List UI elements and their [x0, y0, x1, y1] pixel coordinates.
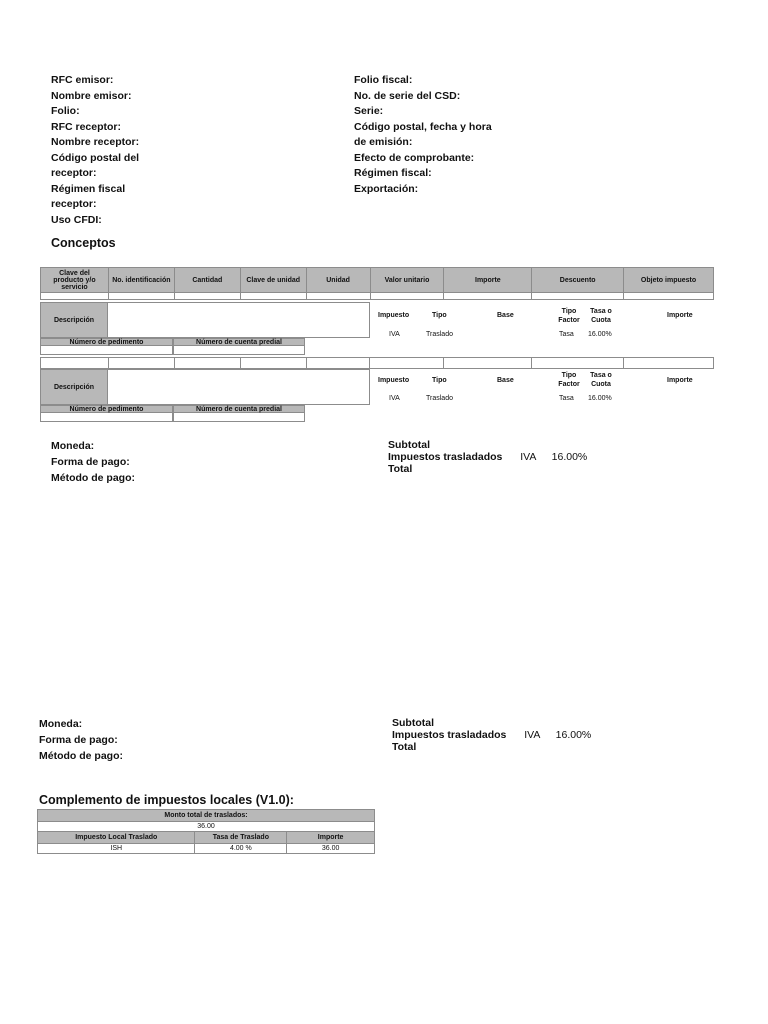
nombre-receptor-label: Nombre receptor: — [51, 136, 140, 148]
total-label: Total — [392, 741, 417, 753]
iva-rate: 16.00% — [551, 451, 588, 463]
col-cantidad: Cantidad — [174, 268, 240, 293]
codigo-postal-receptor-label: Código postal del receptor: — [51, 151, 140, 179]
impuesto-value: IVA — [389, 395, 400, 402]
monto-value-row — [38, 822, 375, 832]
locales-header-row — [38, 832, 375, 844]
descripcion-label: Descripción — [40, 369, 108, 405]
folio-label: Folio: — [51, 105, 80, 117]
subtotal-label: Subtotal — [388, 439, 430, 451]
impuestos-concepto — [40, 302, 714, 342]
serie-label: Serie: — [354, 105, 384, 117]
tasa-cuota-header: Tasa o Cuota — [590, 372, 612, 388]
metodo-pago-label: Método de pago: — [51, 472, 135, 484]
impuestos-concepto — [40, 369, 714, 409]
cuenta-predial-label: Número de cuenta predial — [173, 338, 305, 346]
col-objeto-impuesto: Objeto impuesto — [624, 268, 714, 293]
importe-value: 36.00 — [287, 844, 375, 854]
importe-header: Importe — [667, 312, 693, 319]
col-clave-unidad: Clave de unidad — [240, 268, 306, 293]
iva-label: IVA — [524, 729, 540, 741]
col-descuento: Descuento — [532, 268, 624, 293]
moneda-label: Moneda: — [51, 440, 95, 452]
monto-total-label: Monto total de traslados: — [38, 810, 375, 822]
cuenta-predial-label: Número de cuenta predial — [173, 405, 305, 413]
col-impuesto-local: Impuesto Local Traslado — [38, 832, 195, 844]
serie-csd-label: No. de serie del CSD: — [354, 89, 461, 102]
conceptos-header-row — [41, 268, 714, 293]
impuestos-trasladados-label: Impuestos trasladados — [392, 729, 507, 741]
forma-pago-label: Forma de pago: — [51, 456, 130, 468]
tipo-factor-header: Tipo Factor — [558, 308, 580, 324]
conceptos-spacer-row — [40, 357, 714, 369]
base-header: Base — [497, 312, 514, 319]
tipo-value: Traslado — [426, 395, 453, 402]
metodo-pago-label: Método de pago: — [39, 750, 123, 762]
forma-pago-label: Forma de pago: — [39, 734, 118, 746]
totals-summary-1 — [388, 439, 628, 475]
tipo-header: Tipo — [432, 377, 447, 384]
col-importe: Importe — [444, 268, 532, 293]
base-header: Base — [497, 377, 514, 384]
tipo-factor-header: Tipo Factor — [558, 372, 580, 388]
descripcion-label: Descripción — [40, 302, 108, 338]
rfc-emisor-label: RFC emisor: — [51, 74, 114, 86]
rfc-receptor-label: RFC receptor: — [51, 120, 122, 133]
codigo-postal-fecha-label: Código postal, fecha y hora de emisión: — [354, 120, 492, 148]
tasa-traslado-value: 4.00 % — [195, 844, 287, 854]
tipo-factor-value: Tasa — [559, 331, 574, 338]
pedimento-row — [40, 346, 305, 355]
pedimento-label: Número de pedimento — [40, 338, 173, 346]
conceptos-title: Conceptos — [51, 236, 116, 250]
tipo-header: Tipo — [432, 312, 447, 319]
exportacion-label: Exportación: — [354, 182, 419, 195]
impuestos-trasladados-label: Impuestos trasladados — [388, 451, 503, 463]
table-row — [41, 293, 714, 300]
tasa-cuota-value: 16.00% — [588, 331, 612, 338]
impuesto-value: IVA — [389, 331, 400, 338]
iva-label: IVA — [520, 451, 536, 463]
conceptos-table — [40, 267, 714, 300]
total-label: Total — [388, 463, 413, 475]
pedimento-row — [40, 413, 305, 422]
col-clave-producto: Clave del producto y/o servicio — [41, 268, 109, 293]
tipo-value: Traslado — [426, 331, 453, 338]
regimen-fiscal-label: Régimen fiscal: — [354, 167, 432, 179]
totals-summary-2 — [392, 717, 632, 753]
monto-header-row — [38, 810, 375, 822]
tasa-cuota-header: Tasa o Cuota — [590, 308, 612, 324]
iva-rate: 16.00% — [555, 729, 592, 741]
uso-cfdi-label: Uso CFDI: — [51, 213, 102, 226]
tipo-factor-value: Tasa — [559, 395, 574, 402]
subtotal-label: Subtotal — [392, 717, 434, 729]
table-row — [41, 358, 714, 369]
concepto-item-1 — [40, 302, 714, 362]
nombre-emisor-label: Nombre emisor: — [51, 89, 132, 102]
importe-header: Importe — [667, 377, 693, 384]
impuestos-locales-table — [37, 809, 375, 854]
regimen-fiscal-receptor-label: Régimen fiscal receptor: — [51, 182, 126, 210]
payment-info-2 — [39, 716, 123, 764]
impuestos-locales-title: Complemento de impuestos locales (V1.0): — [39, 793, 294, 807]
col-tasa-traslado: Tasa de Traslado — [195, 832, 287, 844]
concepto-item-2 — [40, 369, 714, 429]
col-importe: Importe — [287, 832, 375, 844]
comprobante-section — [354, 73, 514, 197]
efecto-comprobante-label: Efecto de comprobante: — [354, 151, 475, 164]
folio-fiscal-label: Folio fiscal: — [354, 74, 413, 86]
impuesto-local-value: ISH — [38, 844, 195, 854]
col-no-identificacion: No. identificación — [108, 268, 174, 293]
monto-total-value: 36.00 — [38, 822, 375, 832]
impuesto-header: Impuesto — [378, 312, 410, 319]
impuesto-header: Impuesto — [378, 377, 410, 384]
table-row — [38, 844, 375, 854]
tasa-cuota-value: 16.00% — [588, 395, 612, 402]
pedimento-label: Número de pedimento — [40, 405, 173, 413]
moneda-label: Moneda: — [39, 718, 83, 730]
emisor-receptor-section — [51, 73, 221, 228]
col-unidad: Unidad — [306, 268, 370, 293]
payment-info-1 — [51, 438, 135, 486]
col-valor-unitario: Valor unitario — [370, 268, 444, 293]
